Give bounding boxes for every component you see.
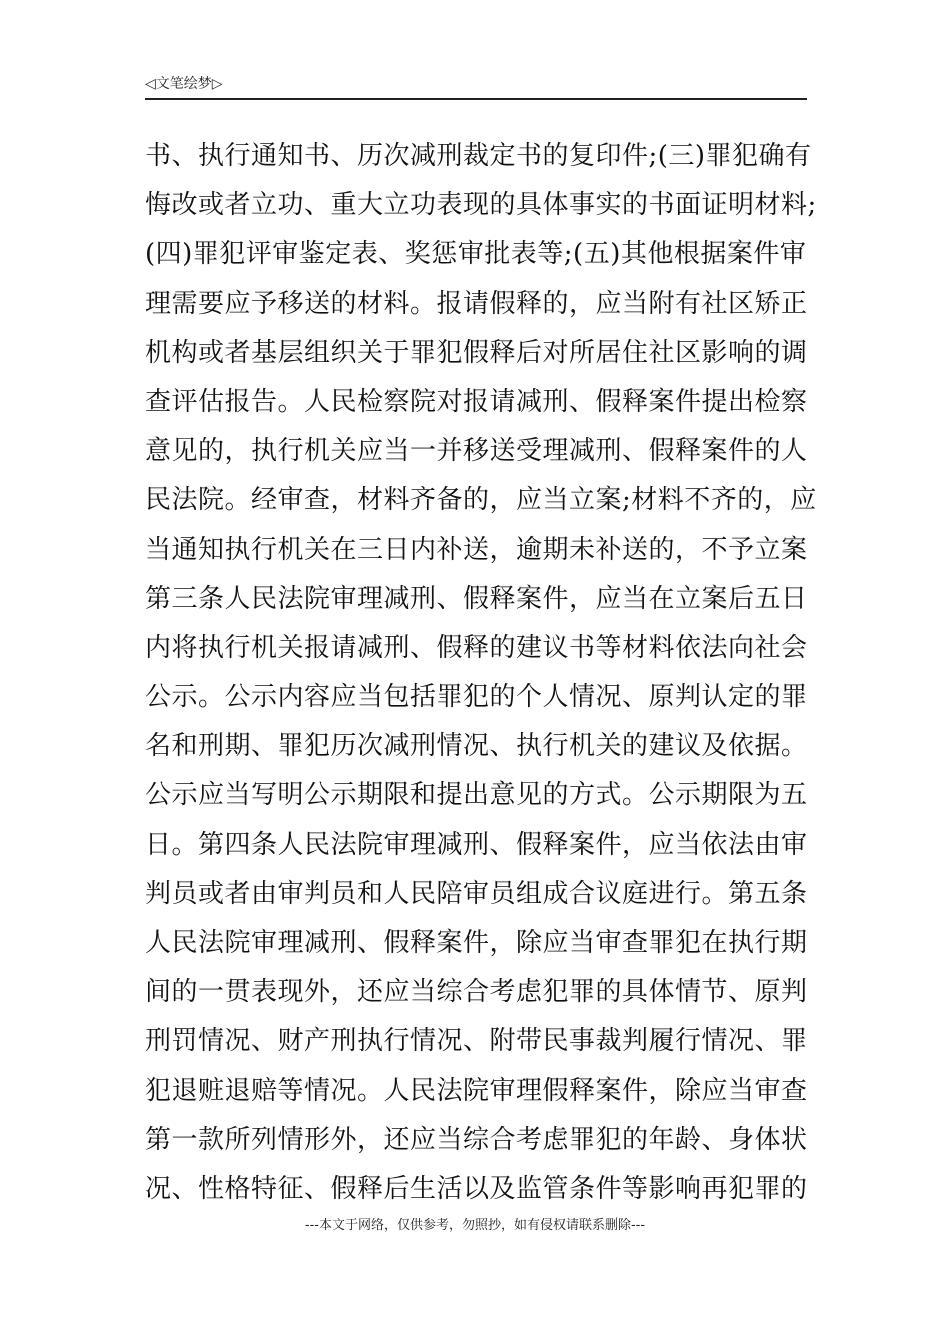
body-line: 书、执行通知书、历次减刑裁定书的复印件;(三)罪犯确有: [145, 141, 812, 171]
body-line: 意见的，执行机关应当一并移送受理减刑、假释案件的人: [145, 436, 808, 467]
page-header: [145, 74, 807, 100]
body-line: 犯退赃退赔等情况。人民法院审理假释案件，除应当审查: [145, 1075, 808, 1106]
body-text: [145, 132, 817, 1214]
body-line: 民法院。经审查，材料齐备的，应当立案;材料不齐的，应: [145, 485, 817, 516]
body-line: 况、性格特征、假释后生活以及监管条件等影响再犯罪的: [145, 1173, 808, 1204]
body-line: 人民法院审理减刑、假释案件，除应当审查罪犯在执行期: [145, 928, 808, 958]
body-line: (四)罪犯评审鉴定表、奖惩审批表等;(五)其他根据案件审: [145, 239, 807, 270]
body-line: 名和刑期、罪犯历次减刑情况、执行机关的建议及依据。: [145, 731, 808, 762]
body-line: 公示应当写明公示期限和提出意见的方式。公示期限为五: [145, 780, 808, 811]
body-line: 日。第四条人民法院审理减刑、假释案件，应当依法由审: [145, 829, 808, 860]
body-line: 第三条人民法院审理减刑、假释案件，应当在立案后五日: [145, 583, 808, 614]
body-line: 机构或者基层组织关于罪犯假释后对所居住社区影响的调: [145, 337, 808, 368]
body-line: 查评估报告。人民检察院对报请减刑、假释案件提出检察: [145, 386, 808, 417]
body-line: 刑罚情况、财产刑执行情况、附带民事裁判履行情况、罪: [145, 1026, 808, 1057]
body-line: 悔改或者立功、重大立功表现的具体事实的书面证明材料;: [145, 190, 817, 221]
page-footer: ---本文于网络，仅供参考，勿照抄，如有侵权请联系删除---: [304, 1218, 646, 1233]
body-line: 判员或者由审判员和人民陪审员组成合议庭进行。第五条: [145, 878, 808, 909]
body-line: 内将执行机关报请减刑、假释的建议书等材料依法向社会: [145, 632, 808, 663]
body-line: 间的一贯表现外，还应当综合考虑犯罪的具体情节、原判: [145, 977, 808, 1008]
body-line: 第一款所列情形外，还应当综合考虑罪犯的年龄、身体状: [145, 1124, 808, 1155]
body-line: 理需要应予移送的材料。报请假释的，应当附有社区矫正: [145, 288, 808, 319]
body-line: 公示。公示内容应当包括罪犯的个人情况、原判认定的罪: [145, 682, 808, 713]
header-title: ◁文笔绘梦▷: [145, 76, 223, 92]
body-line: 当通知执行机关在三日内补送，逾期未补送的，不予立案: [145, 534, 808, 565]
